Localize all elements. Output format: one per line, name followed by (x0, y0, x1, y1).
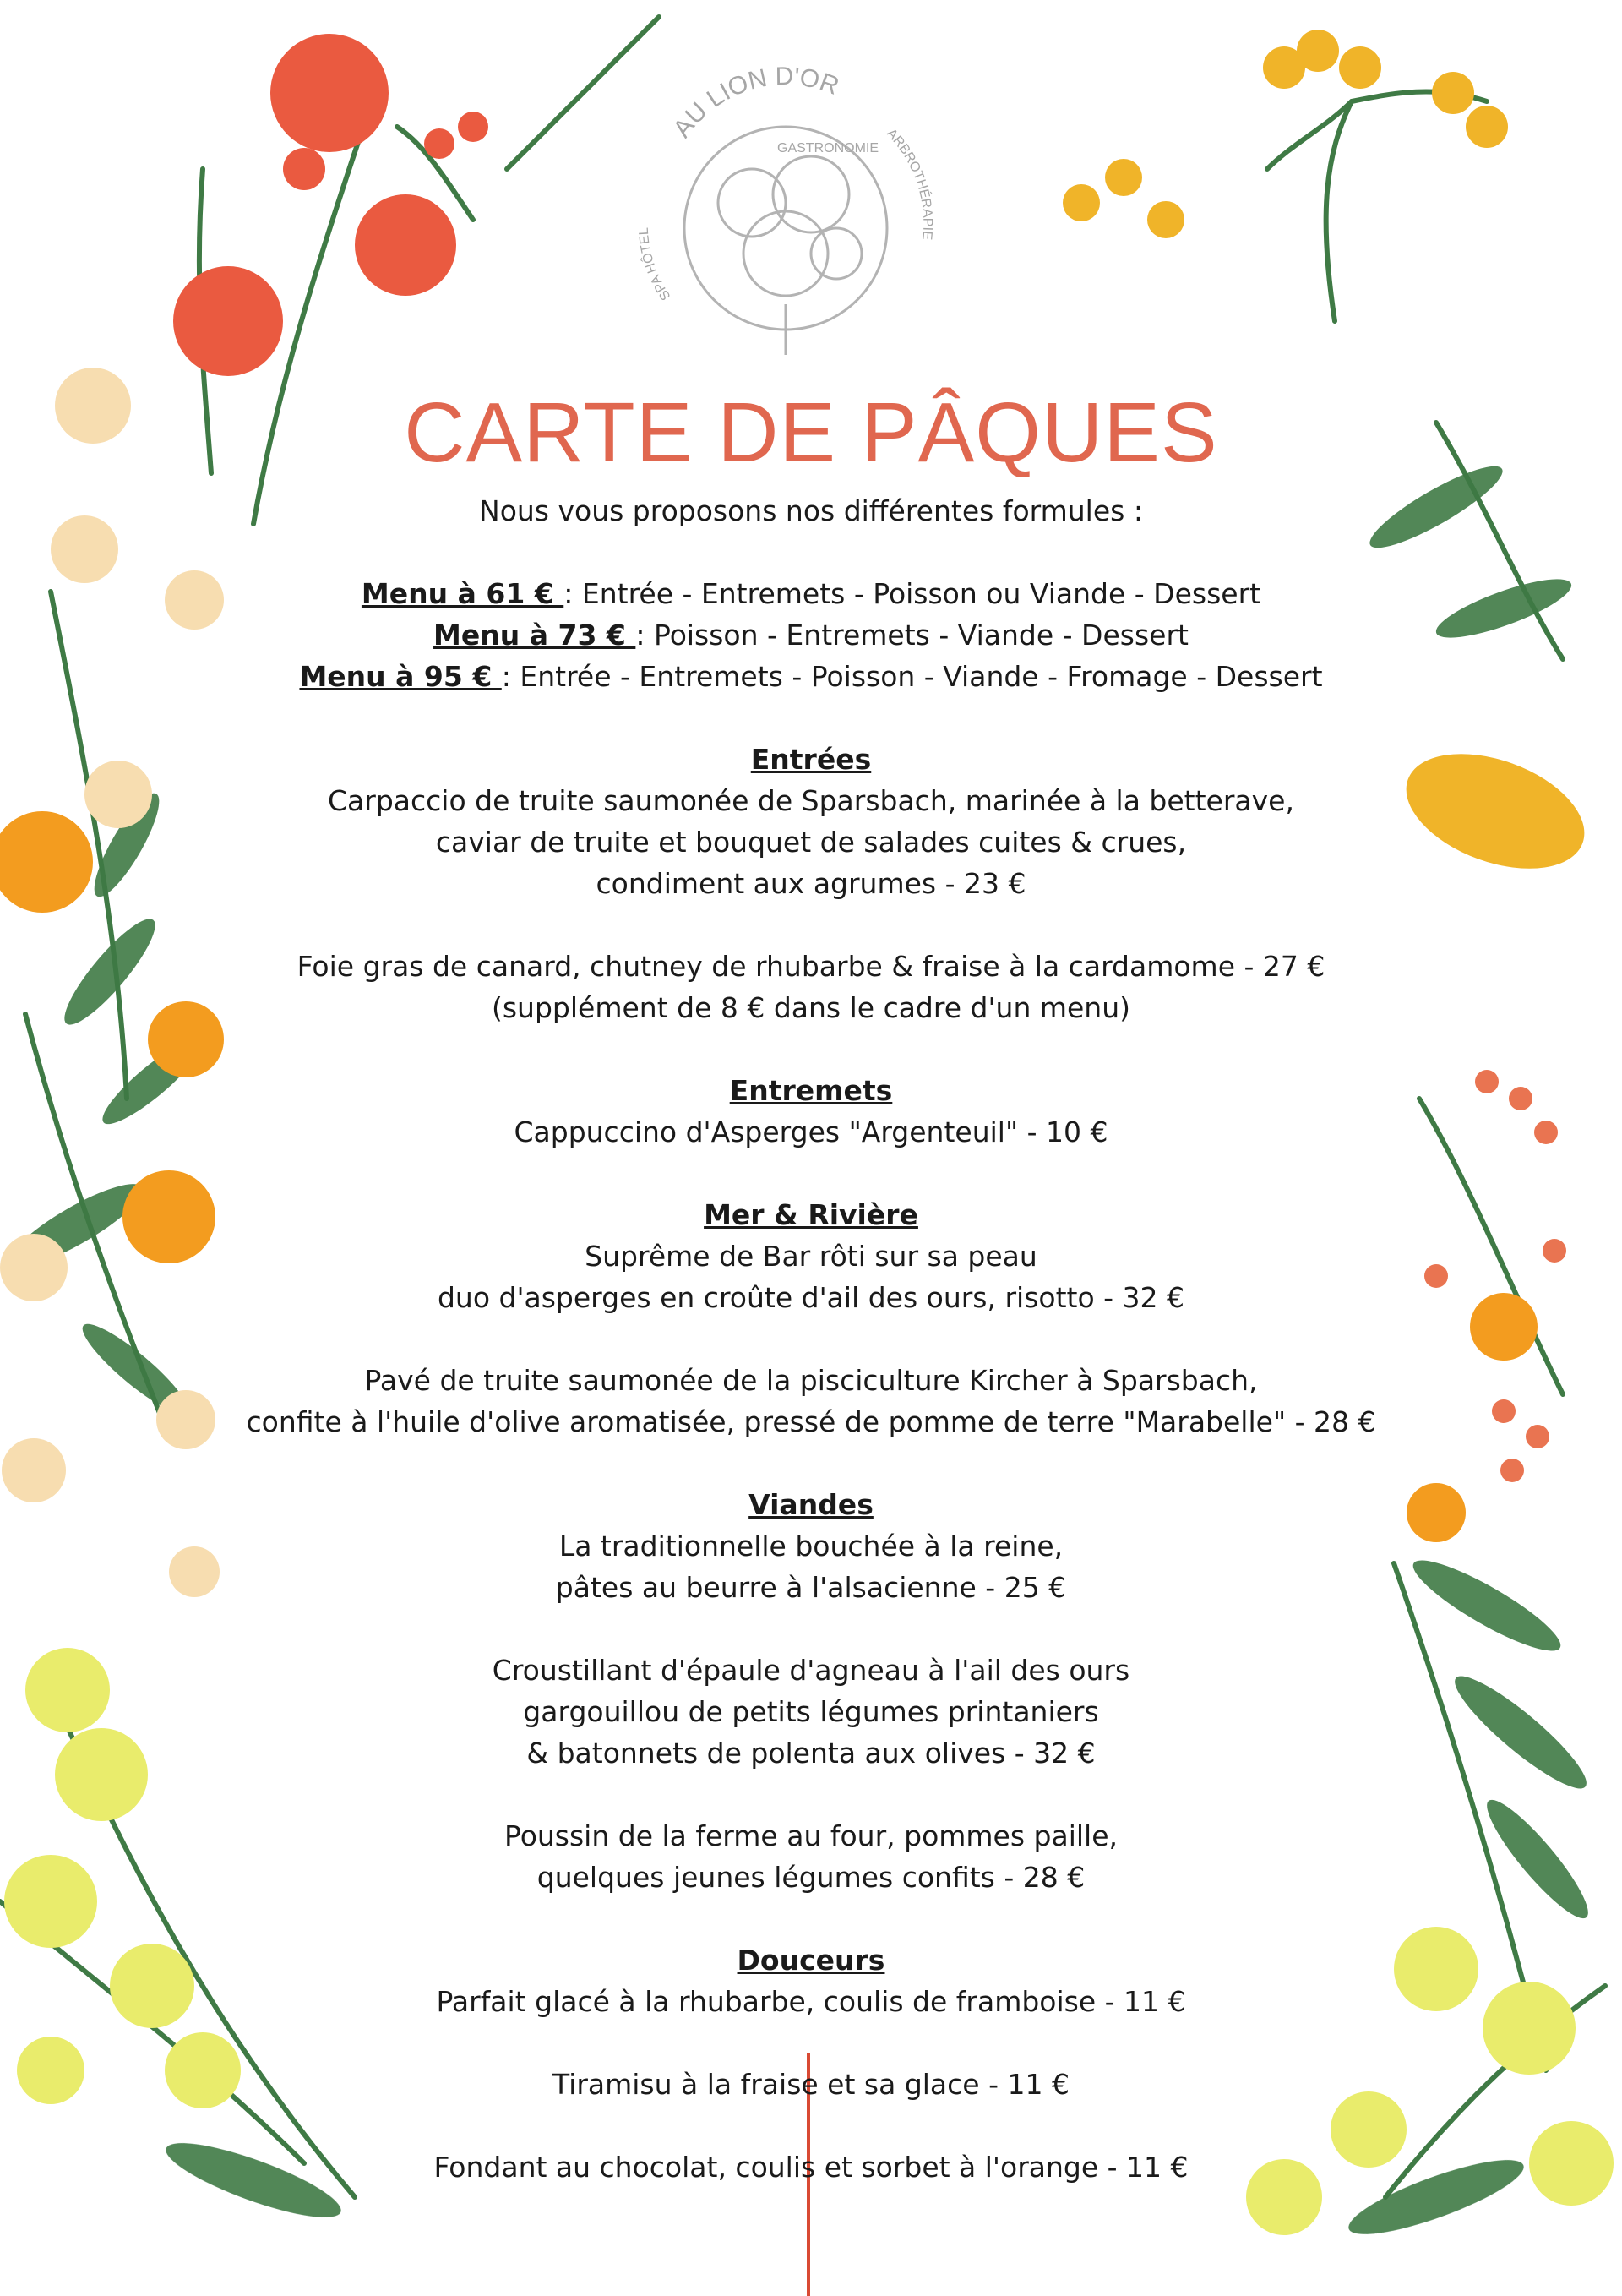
dish-line: & batonnets de polenta aux olives - 32 € (526, 1737, 1096, 1770)
page-title: CARTE DE PÂQUES (404, 385, 1218, 480)
dish-line: duo d'asperges en croûte d'ail des ours, risotto - 32 € (437, 1281, 1185, 1314)
menu-formula-73 (0, 614, 1622, 656)
hotel-logo-seal (617, 34, 955, 372)
section-heading-douceurs: Douceurs (737, 1944, 885, 1977)
menu-formula-label: Menu à 61 € (361, 577, 564, 610)
logo-text-top: GASTRONOMIE (777, 141, 879, 155)
dish-line: La traditionnelle bouchée à la reine, (558, 1530, 1064, 1562)
dish-line: quelques jeunes légumes confits - 28 € (536, 1861, 1086, 1894)
section-heading-viandes: Viandes (748, 1488, 874, 1521)
menu-formula-description: : Poisson - Entremets - Viande - Dessert (635, 619, 1189, 652)
section-heading-entremets: Entremets (729, 1074, 893, 1107)
dish-line: Cappuccino d'Asperges "Argenteuil" - 10 € (514, 1115, 1108, 1148)
logo-text-outer: AU LION D'OR (667, 62, 843, 143)
menu-formula-description: : Entrée - Entremets - Poisson - Viande - Fromage - Dessert (501, 660, 1323, 693)
logo-text-right: ARBROTHÉRAPIE (884, 126, 935, 241)
section-heading-mer-riviere: Mer & Rivière (704, 1198, 918, 1231)
dish-line: confite à l'huile d'olive aromatisée, pressé de pomme de terre "Marabelle" - 28 € (246, 1405, 1376, 1438)
menu-formula-label: Menu à 73 € (433, 619, 636, 652)
menu-formula-61 (0, 573, 1622, 614)
dish-line: (supplément de 8 € dans le cadre d'un menu) (491, 991, 1131, 1024)
dish-line: pâtes au beurre à l'alsacienne - 25 € (555, 1571, 1067, 1604)
menu-formula-95 (0, 656, 1622, 697)
red-poppies (173, 34, 488, 376)
dish-line: Parfait glacé à la rhubarbe, coulis de framboise - 11 € (436, 1985, 1186, 2018)
section-heading-entrees: Entrées (750, 743, 872, 776)
dish-line: Croustillant d'épaule d'agneau à l'ail des ours (492, 1654, 1130, 1687)
dish-line: gargouillou de petits légumes printaniers (523, 1695, 1099, 1728)
dish-line: Suprême de Bar rôti sur sa peau (585, 1240, 1037, 1273)
menu-formula-label: Menu à 95 € (299, 660, 502, 693)
dish-line: Pavé de truite saumonée de la pisciculture Kircher à Sparsbach, (364, 1364, 1258, 1397)
dish-line: Poussin de la ferme au four, pommes paille, (503, 1819, 1119, 1852)
logo-tree-icon (684, 127, 887, 355)
dish-line: condiment aux agrumes - 23 € (596, 867, 1026, 900)
dish-line: Foie gras de canard, chutney de rhubarbe & fraise à la cardamome - 27 € (297, 950, 1325, 983)
dish-line: Fondant au chocolat, coulis et sorbet à l'orange - 11 € (433, 2151, 1189, 2184)
dish-line: Carpaccio de truite saumonée de Sparsbach, marinée à la betterave, (328, 784, 1294, 817)
intro-text: Nous vous proposons nos différentes formules : (479, 494, 1143, 527)
dish-line: Tiramisu à la fraise et sa glace - 11 € (552, 2068, 1070, 2101)
menu-formula-description: : Entrée - Entremets - Poisson ou Viande - Dessert (563, 577, 1261, 610)
dish-line: caviar de truite et bouquet de salades cuites & crues, (435, 826, 1187, 859)
logo-text-left: SPA HÔTEL (636, 226, 674, 303)
menu-content (0, 490, 1622, 2188)
